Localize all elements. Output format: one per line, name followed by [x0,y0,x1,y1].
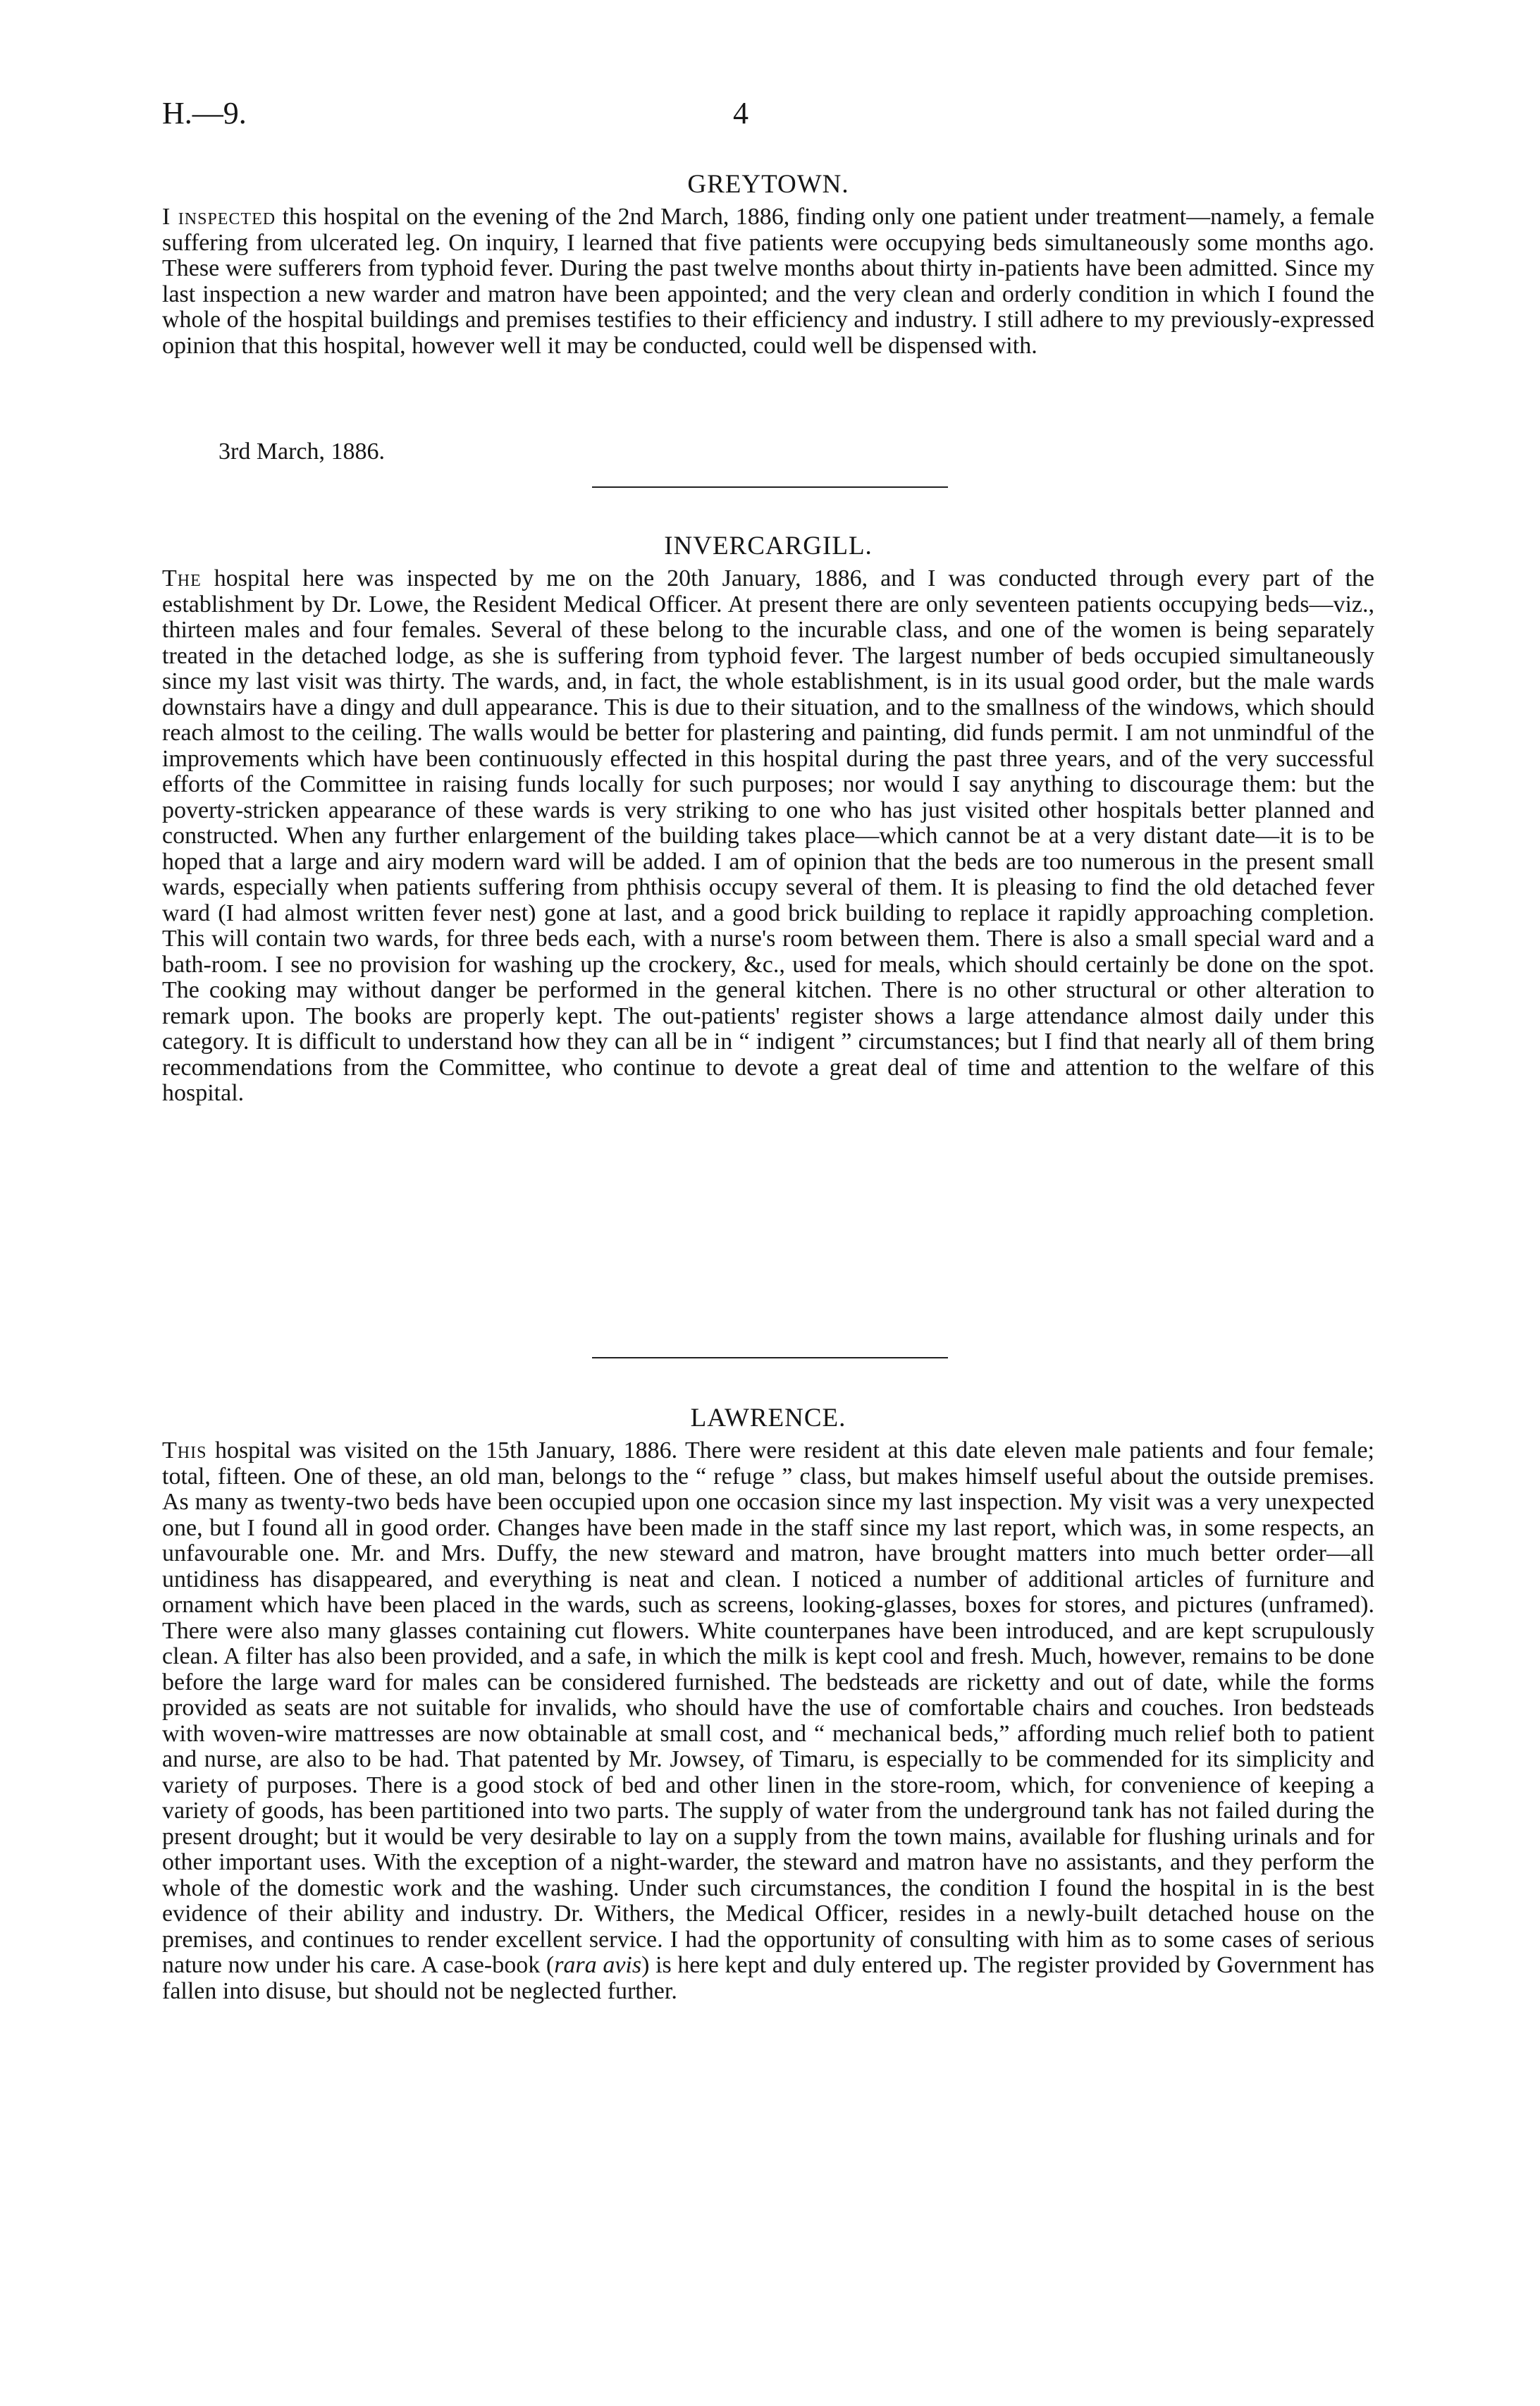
section-text-lawrence-end: ) is here kept and duly entered up. The register provided by Government has fallen into disuse, but should not be neglected further. [162,1952,1375,2004]
section-lead-invercargill: The [162,565,202,591]
section-body-lawrence [162,1438,1374,2004]
section-text-lawrence: hospital was visited on the 15th January, 1886. There were resident at this date eleven male patients and four female; total, fifteen. One of these, an old man, belongs to the “ refuge ” class, but makes himself useful about the outside premises. As many as twenty-two beds have been occupied upon one occasion since my last inspection. My visit was a very unexpected one, but I found all in good order. Changes have been made in the staff since my last report, which was, in some respects, an unfavourable one. Mr. and Mrs. Duffy, the new steward and matron, have brought matters into much better order—all untidiness has disappeared, and everything is neat and clean. I noticed a number of additional articles of furniture and ornament which have been placed in the wards, such as screens, looking-glasses, boxes for stores, and pictures (unframed). There were also many glasses containing cut flowers. White counterpanes have been introduced, and are kept scrupulously clean. A filter has also been provided, and a safe, in which the milk is kept cool and fresh. Much, however, remains to be done before the large ward for males can be considered furnished. The bedsteads are ricketty and out of date, while the forms provided as seats are not suitable for invalids, who should have the use of comfortable chairs and couches. Iron bedsteads with woven-wire mattresses are now obtainable at small cost, and “ mechanical beds,” affording much relief both to patient and nurse, are also to be had. That patented by Mr. Jowsey, of Timaru, is especially to be commended for its simplicity and variety of purposes. There is a good stock of bed and other linen in the store-room, which, for convenience of keeping a variety of goods, has been partitioned into two parts. The supply of water from the underground tank has not failed during the present drought; but it would be very desirable to lay on a supply from the town mains, available for flushing urinals and for other important uses. With the exception of a night-warder, the steward and matron have no assistants, and they perform the whole of the domestic work and the washing. Under such circumstances, the condition I found the hospital in is the best evidence of their ability and industry. Dr. Withers, the Medical Officer, resides in a newly-built detached house on the premises, and continues to render excellent service. I had the opportunity of consulting with him as to some cases of serious nature now under his care. A case-book ( [162,1437,1374,1978]
document-reference: H.—9. [162,96,247,130]
section-lead-greytown: I inspected [162,204,276,230]
section-divider [592,1357,948,1358]
section-lead-lawrence: This [162,1437,207,1463]
section-text-invercargill: hospital here was inspected by me on the 20th January, 1886, and I was conducted through every part of the establishment by Dr. Lowe, the Resident Medical Officer. At present there are only seventeen patients occupying beds—viz., thirteen males and four females. Several of these belong to the incurable class, and one of the women is being separately treated in the detached lodge, as she is suffering from typhoid fever. The largest number of beds occupied simultaneously since my last visit was thirty. The wards, and, in fact, the whole establishment, is in its usual good order, but the male wards downstairs have a dingy and dull appearance. This is due to their situation, and to the smallness of the windows, which should reach almost to the ceiling. The walls would be better for plastering and painting, did funds permit. I am not unmindful of the improvements which have been continuously effected in this hospital during the past three years, and of the very successful efforts of the Committee in raising funds locally for such purposes; nor would I say anything to discourage them: but the poverty-stricken appearance of these wards is very striking to one who has just visited other hospitals better planned and constructed. When any further enlargement of the building takes place—which cannot be at a very distant date—it is to be hoped that a large and airy modern ward will be added. I am of opinion that the beds are too numerous in the present small wards, especially when patients suffering from phthisis occupy several of them. It is pleasing to find the old detached fever ward (I had almost written fever nest) gone at last, and a good brick building to replace it rapidly approaching completion. This will contain two wards, for three beds each, with a nurse's room between them. There is also a small special ward and a bath-room. I see no provision for washing up the crockery, &c., used for meals, which should certainly be done on the spot. The cooking may without danger be performed in the general kitchen. There is no other structural or other alteration to remark upon. The books are properly kept. The out-patients' register shows a large attendance almost daily under this category. It is difficult to understand how they can all be in “ indigent ” circumstances; but I find that nearly all of them bring recommendations from the Committee, who continue to devote a great deal of time and attention to the welfare of this hospital. [162,565,1374,1106]
section-title-lawrence: LAWRENCE. [690,1404,846,1432]
section-body-invercargill [162,566,1374,1107]
section-date-greytown: 3rd March, 1886. [218,438,386,465]
section-italic-lawrence: rara avis [554,1952,642,1978]
section-title-greytown: GREYTOWN. [687,170,849,199]
section-divider [592,486,948,488]
section-body-greytown [162,204,1374,359]
section-title-invercargill: INVERCARGILL. [664,532,873,560]
section-text-greytown: this hospital on the evening of the 2nd March, 1886, finding only one patient under treatment—namely, a female suffering from ulcerated leg. On inquiry, I learned that five patients were occupying beds simultaneously some months ago. These were sufferers from typhoid fever. During the past twelve months about thirty in-patients have been admitted. Since my last inspection a new warder and matron have been appointed; and the very clean and orderly condition in which I found the whole of the hospital buildings and premises testifies to their efficiency and industry. I still adhere to my previously-expressed opinion that this hospital, however well it may be conducted, could well be dispensed with. [162,204,1374,359]
page-number: 4 [733,96,749,130]
page-header [162,95,1374,145]
